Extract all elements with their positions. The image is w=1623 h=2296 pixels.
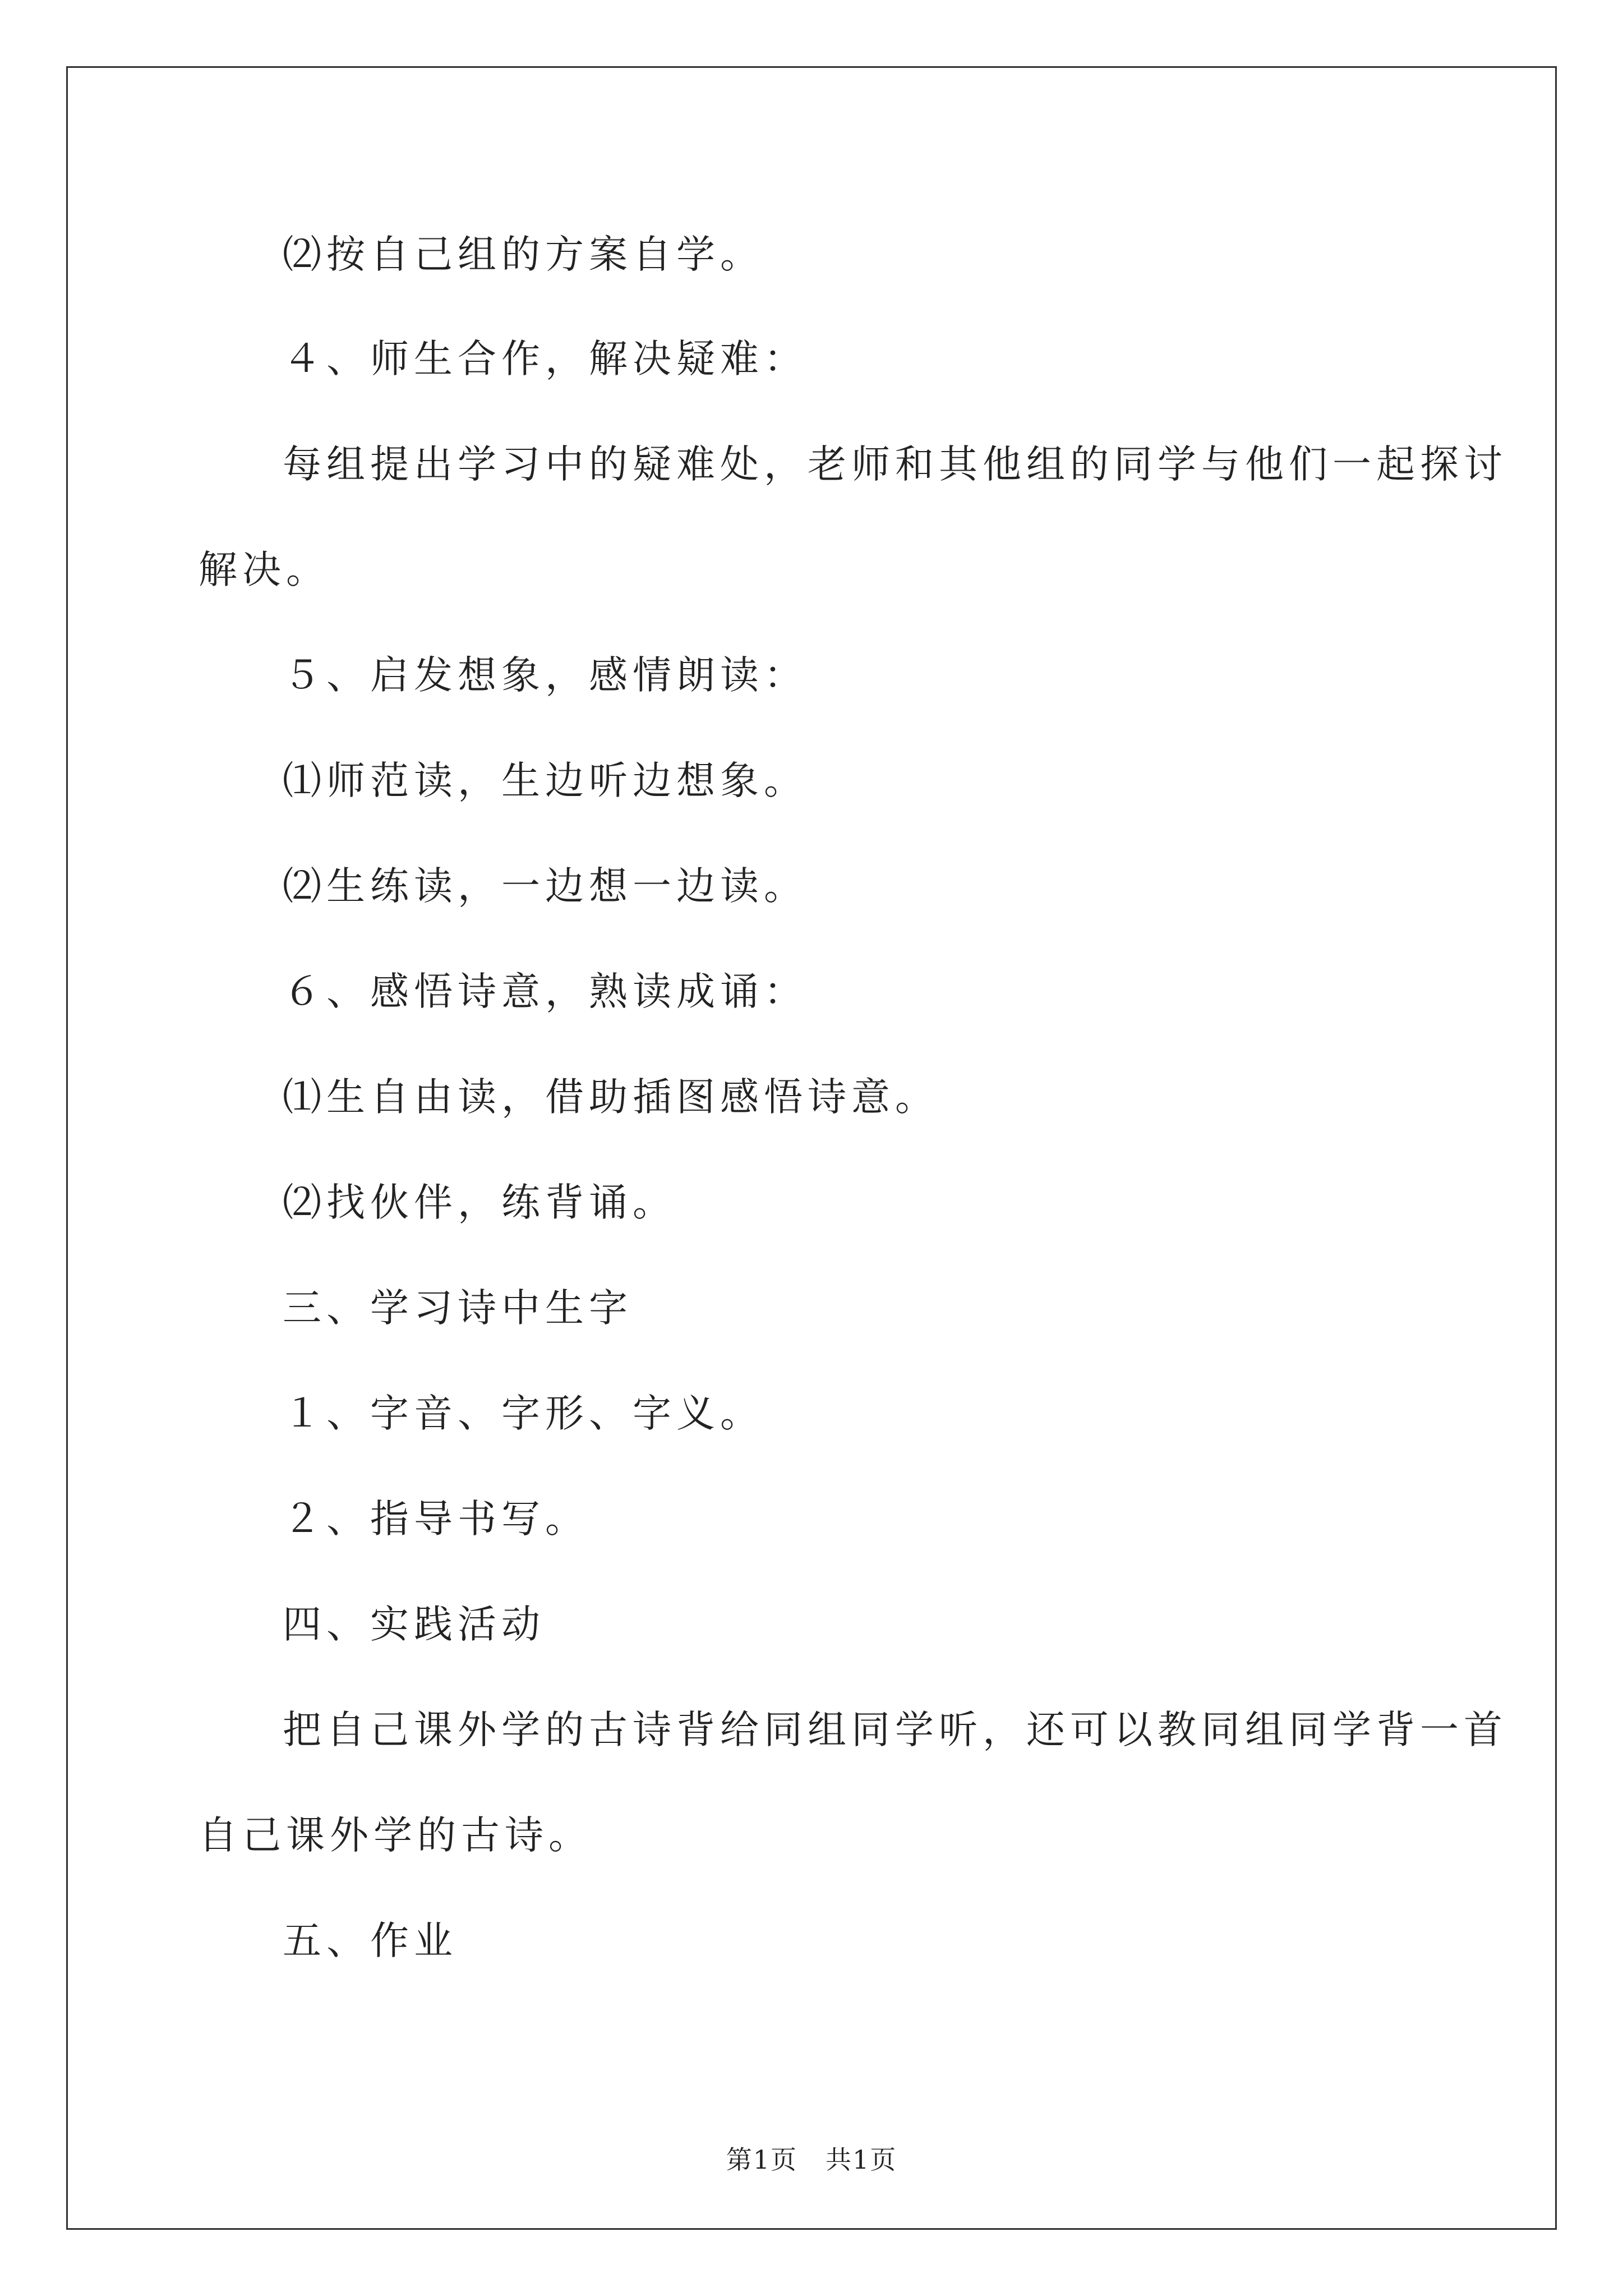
section-heading: 五、作业 bbox=[283, 1918, 458, 1963]
body-line: ⑵生练读，一边想一边读。 bbox=[283, 864, 808, 909]
body-line: ⑵找伙伴，练背诵。 bbox=[283, 1180, 676, 1225]
body-line: 每组提出学习中的疑难处，老师和其他组的同学与他们一起探讨 bbox=[283, 442, 1507, 487]
body-line: 把自己课外学的古诗背给同组同学听，还可以教同组同学背一首 bbox=[283, 1708, 1507, 1752]
page-border bbox=[66, 66, 1557, 2230]
section-heading: ２、指导书写。 bbox=[283, 1497, 589, 1542]
section-heading: 三、学习诗中生字 bbox=[283, 1286, 633, 1331]
body-line: ⑴生自由读，借助插图感悟诗意。 bbox=[283, 1075, 939, 1120]
section-heading: ６、感悟诗意，熟读成诵： bbox=[283, 969, 808, 1014]
body-line: 自己课外学的古诗。 bbox=[199, 1813, 592, 1858]
section-heading: ４、师生合作，解决疑难： bbox=[283, 337, 808, 381]
page-footer bbox=[0, 2144, 1623, 2175]
body-line: ⑵按自己组的方案自学。 bbox=[283, 232, 764, 277]
body-line: ⑴师范读，生边听边想象。 bbox=[283, 758, 808, 803]
page-total: 共1页 bbox=[826, 2145, 897, 2175]
section-heading: 四、实践活动 bbox=[283, 1602, 545, 1647]
page-number: 第1页 bbox=[726, 2145, 797, 2175]
section-heading: １、字音、字形、字义。 bbox=[283, 1391, 764, 1436]
body-line: 解决。 bbox=[199, 547, 330, 592]
section-heading: ５、启发想象，感情朗读： bbox=[283, 653, 808, 698]
